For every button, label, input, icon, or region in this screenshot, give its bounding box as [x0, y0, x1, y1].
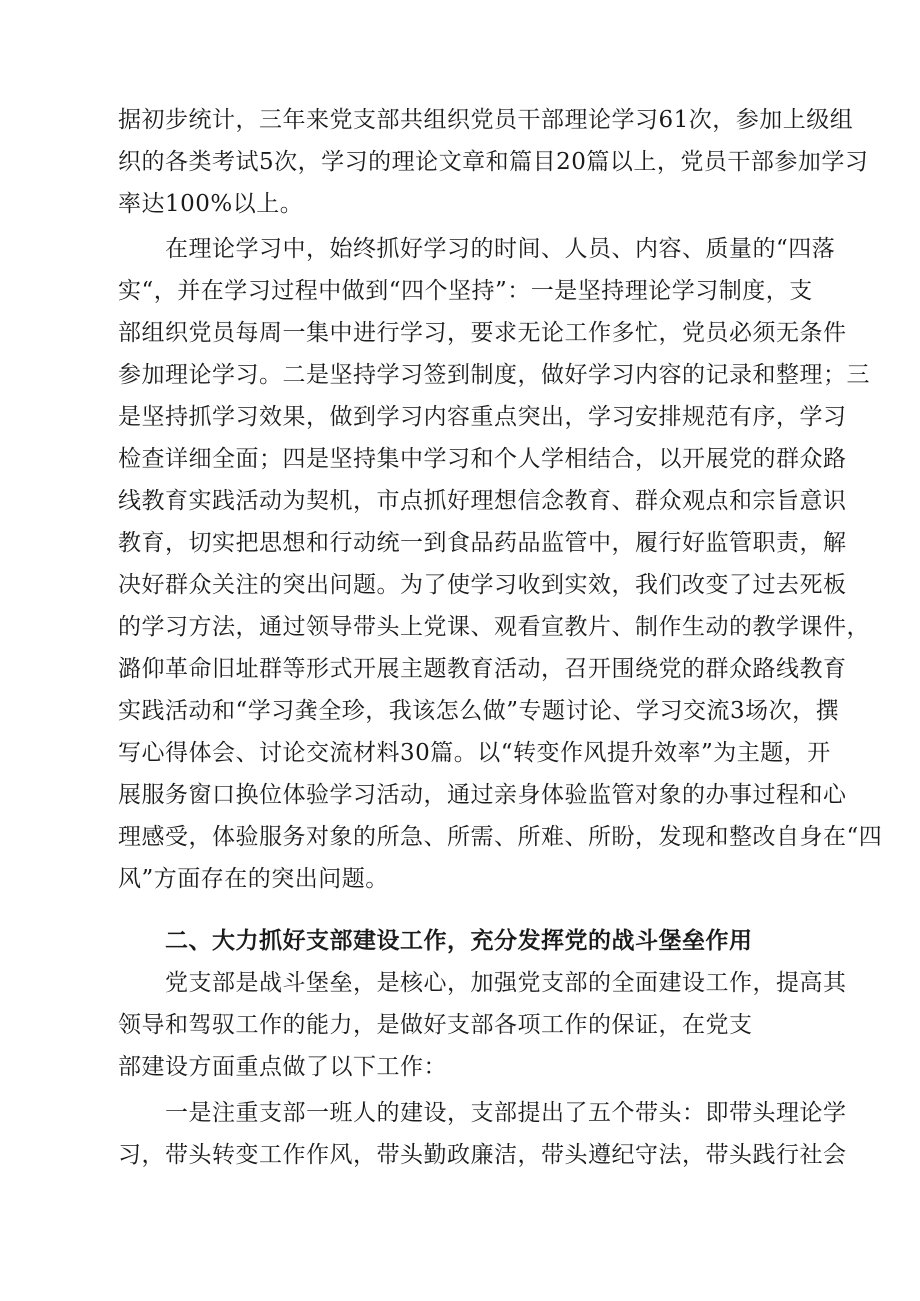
paragraph-2-line-9: 决好群众关注的突出问题。为了使学习收到实效，我们改变了过去死板	[118, 572, 847, 598]
paragraph-2-line-12: 实践活动和“学习龚全珍，我该怎么做”专题讨论、学习交流3场次，撰	[118, 698, 840, 724]
paragraph-1-line-2: 织的各类考试5次，学习的理论文章和篇目20篇以上，党员干部参加学习	[118, 149, 869, 175]
paragraph-2-line-3: 部组织党员每周一集中进行学习，要求无论工作多忙，党员必须无条件	[118, 320, 847, 346]
paragraph-3-line-1: 党支部是战斗堡垒，是核心，加强党支部的全面建设工作，提高其	[165, 970, 847, 996]
paragraph-2-line-5: 是坚持抓学习效果，做到学习内容重点突出，学习安排规范有序，学习	[118, 404, 847, 430]
paragraph-2-line-8: 教育，切实把思想和行动统一到食品药品监管中，履行好监管职责，解	[118, 530, 847, 556]
paragraph-2-line-11: 潞仰革命旧址群等形式开展主题教育活动，召开围绕党的群众路线教育	[118, 656, 847, 682]
paragraph-2-line-7: 线教育实践活动为契机，市点抓好理想信念教育、群众观点和宗旨意识	[118, 488, 847, 514]
paragraph-2-line-6: 检查详细全面；四是坚持集中学习和个人学相结合，以开展党的群众路	[118, 446, 847, 472]
paragraph-2-line-15: 理感受，体验服务对象的所急、所需、所难、所盼，发现和整改自身在“四	[118, 824, 883, 850]
paragraph-2-line-13: 写心得体会、讨论交流材料30篇。以“转变作风提升效率”为主题，开	[118, 740, 831, 766]
paragraph-1-line-1: 据初步统计，三年来党支部共组织党员干部理论学习61次，参加上级组	[118, 107, 854, 133]
paragraph-2-line-16: 风”方面存在的突出问题。	[118, 866, 389, 892]
paragraph-2-line-10: 的学习方法，通过领导带头上党课、观看宣教片、制作生动的教学课件，	[118, 614, 870, 640]
paragraph-2-line-4: 参加理论学习。二是坚持学习签到制度，做好学习内容的记录和整理；三	[118, 362, 870, 388]
section-heading: 二、大力抓好支部建设工作，充分发挥党的战斗堡垒作用	[165, 928, 753, 954]
paragraph-4-line-1: 一是注重支部一班人的建设，支部提出了五个带头：即带头理论学	[165, 1100, 847, 1126]
paragraph-4-line-2: 习，带头转变工作作风，带头勤政廉洁，带头遵纪守法，带头践行社会	[118, 1142, 847, 1168]
paragraph-2-line-2: 实“，并在学习过程中做到“四个坚持”：一是坚持理论学习制度，支	[118, 278, 813, 304]
paragraph-1-line-3: 率达100%以上。	[118, 191, 304, 217]
paragraph-2-line-1: 在理论学习中，始终抓好学习的时间、人员、内容、质量的“四落	[165, 236, 836, 262]
paragraph-3-line-2: 领导和驾驭工作的能力，是做好支部各项工作的保证，在党支	[118, 1012, 753, 1038]
paragraph-3-line-3: 部建设方面重点做了以下工作：	[118, 1054, 447, 1080]
paragraph-2-line-14: 展服务窗口换位体验学习活动，通过亲身体验监管对象的办事过程和心	[118, 782, 847, 808]
